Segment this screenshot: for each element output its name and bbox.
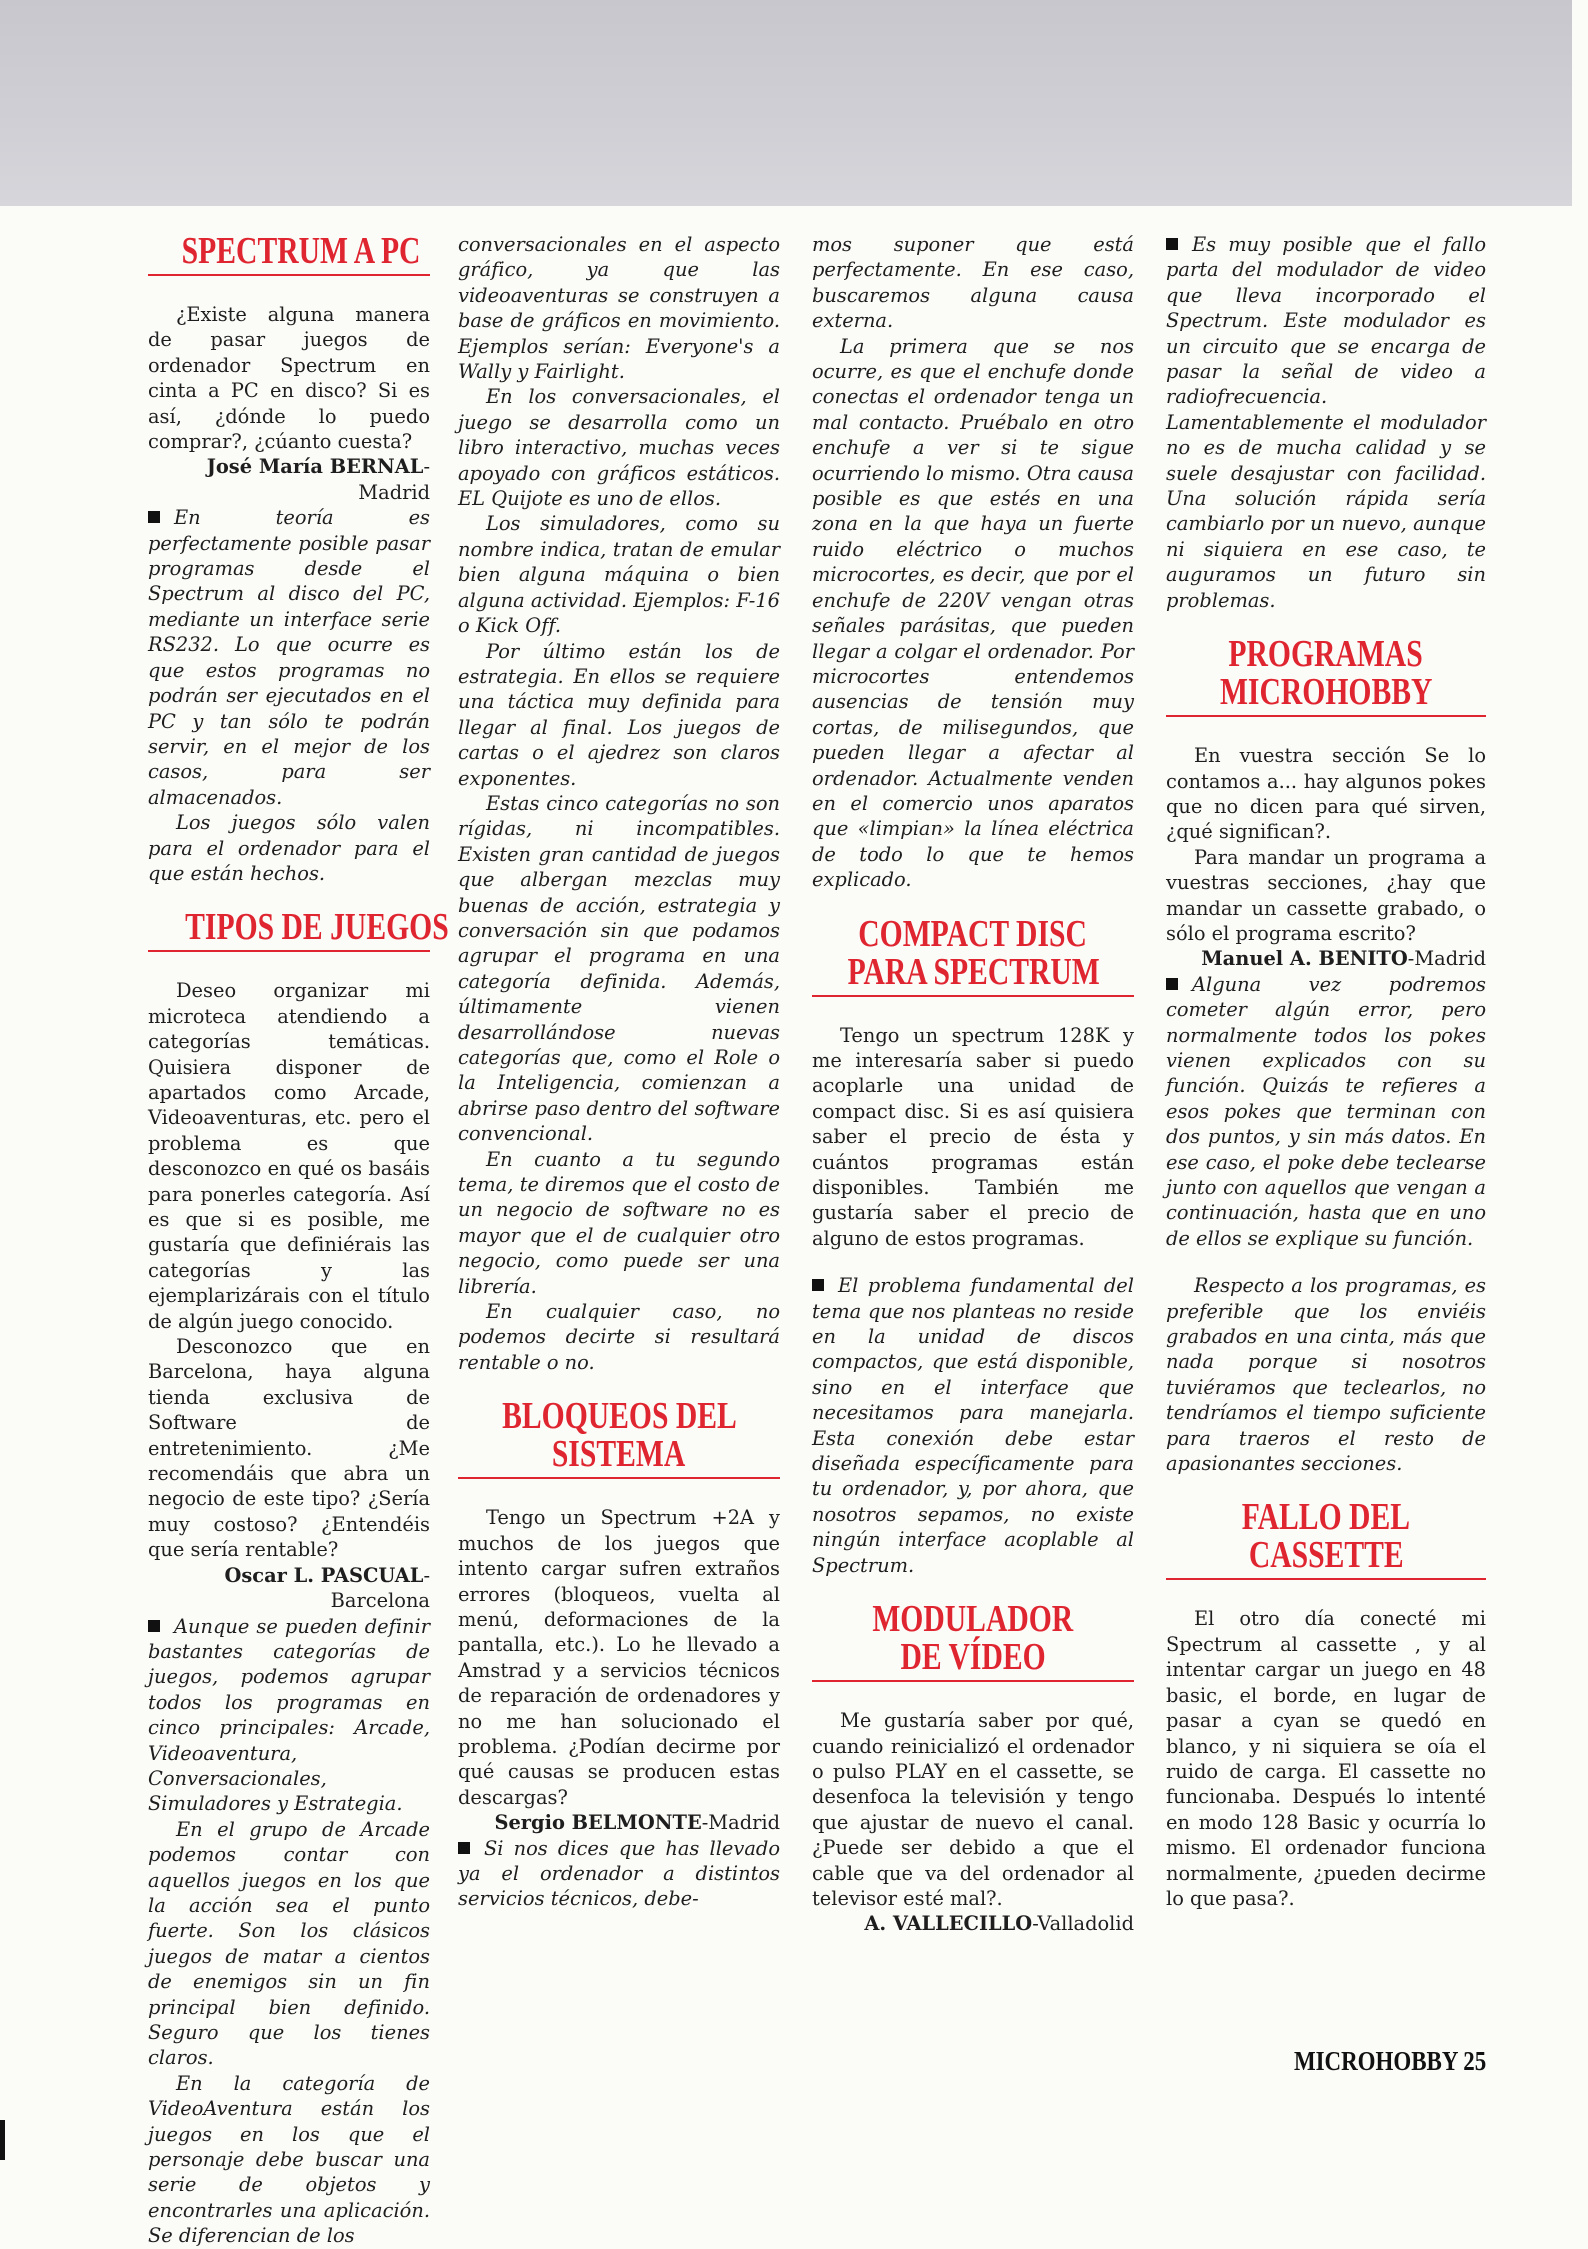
section-heading [1166,635,1486,717]
answer-paragraph [812,1273,1134,1578]
page-edge-mark [0,2120,5,2160]
answer-paragraph: En la categoría de VideoAventura están los juegos en los que el personaje debe buscar una serie de objetos y encontrarles una aplicación. Se diferencian de los [148,2071,430,2248]
answer-text: En teoría es perfectamente posible pasar programas desde el Spectrum al disco del PC, mediante un interface serie RS232. Lo que ocurre es que estos programas no podrán ser ejecutados en el PC y tan sólo te podrán servir, en el mejor de los casos, para ser almacenados. [148,506,430,809]
section-heading-line: PROGRAMAS [1228,633,1424,676]
section-heading-line: MODULADOR [872,1598,1074,1641]
answer-text: El problema fundamental del tema que nos planteas no reside en la unidad de discos compactos, que está disponible, sino en el interface que necesitamos para manejarla. Esta conexión debe estar diseñada específicamente para tu ordenador, y, por ahora, que nosotros sepamos, no existe ningún interface acoplable al Spectrum. [812,1274,1134,1577]
section-heading [148,232,430,276]
signature-name: Oscar L. PASCUAL [224,1563,424,1587]
answer-text: Aunque se pueden definir bastantes categorías de juegos, podemos agrupar todos los programas en cinco principales: Arcade, Videoaventura, Conversacionales, Simuladores y Estrategia. [148,1614,430,1816]
answer-paragraph: Respecto a los programas, es preferible que los enviéis grabados en una cinta, más que nada porque si nosotros tuviéramos que teclearlos, no tendríamos el tiempo suficiente para traeros el resto de apasionantes secciones. [1166,1274,1486,1476]
section-heading [148,906,449,952]
section-heading-line: DE VÍDEO [900,1636,1046,1679]
answer-paragraph [1166,972,1486,1251]
answer-bullet-icon [458,1842,470,1854]
letter-signature [148,454,430,505]
answer-paragraph: En cuanto a tu segundo tema, te diremos que el costo de un negocio de software no es mayor que el de cualquier otro negocio, como puede ser una librería. [458,1147,780,1298]
page-footer [1260,2046,1486,2077]
answer-paragraph [1166,232,1486,613]
signature-place: -Barcelona [330,1563,430,1613]
answer-paragraph: Los simuladores, como su nombre indica, tratan de emular bien alguna máquina o bien alguna actividad. Ejemplos: F-16 o Kick Off. [458,512,780,638]
section-heading [812,912,1134,997]
letter-signature [458,1810,780,1835]
letter-paragraph: Deseo organizar mi microteca atendiendo a categorías temáticas. Quisiera disponer de apartados como Arcade, Videoaventuras, etc. pero el problema es que desconozco en qué os basáis para ponerles categoría. Así es que si es posible, me gustaría que definiérais las categorías y las ejemplarizárais con el título de algún juego conocido. [148,979,430,1333]
answer-paragraph: Por último están los de estrategia. En ellos se requiere una táctica muy definida para llegar al final. Los juegos de cartas o el ajedrez son claros exponentes. [458,639,780,790]
letter-signature [812,1911,1134,1936]
signature-name: A. VALLECILLO [864,1912,1033,1936]
section-heading-line: MICROHOBBY [1219,671,1433,714]
answer-bullet-icon [1166,238,1178,250]
signature-place: -Madrid [358,455,430,504]
answer-bullet-icon [148,1620,160,1632]
answer-paragraph: En el grupo de Arcade podemos contar con aquellos juegos en los que la acción sea el punto fuerte. Son los clásicos juegos de matar a cientos de enemigos sin un fin principal bien definido. Seguro que los tienes claros. [148,1817,430,2070]
signature-name: Sergio BELMONTE [494,1811,702,1835]
letter-signature [1166,946,1486,971]
letter-paragraph: Tengo un spectrum 128K y me interesaría saber si puedo acoplarle una unidad de compact disc. Si es así quisiera saber el precio de ésta y cuántos programas están disponibles. También me gustaría saber el precio de alguno de estos programas. [812,1023,1134,1250]
section-heading [812,1600,1134,1682]
answer-paragraph: mos suponer que está perfectamente. En ese caso, buscaremos alguna causa externa. [812,233,1134,333]
footer-text: MICROHOBBY 25 [1293,2046,1486,2076]
column-2 [458,232,780,1912]
answer-bullet-icon [812,1279,824,1291]
answer-paragraph: Los juegos sólo valen para el ordenador para el que están hechos. [148,811,430,885]
section-heading-line: CASSETTE [1248,1534,1404,1577]
signature-place: -Madrid [1407,947,1486,971]
section-heading-line: SPECTRUM A PC [181,230,421,272]
answer-paragraph: Estas cinco categorías no son rígidas, ni incompatibles. Existen gran cantidad de juegos que albergan mezclas muy buenas de acción, estrategia y conversación sin que podamos agrupar el programa en una categoría definida. Además, últimamente vienen desarrollándose nuevas categorías que, como el Role o la Inteligencia, comienzan a abrirse paso dentro del software convencional. [458,791,780,1146]
answer-text: Si nos dices que has llevado ya el ordenador a distintos servicios técnicos, debe- [458,1836,780,1911]
letter-paragraph: ¿Existe alguna manera de pasar juegos de ordenador Spectrum en cinta a PC en disco? Si es así, ¿dónde lo puedo comprar?, ¿cúanto cuesta? [148,303,430,454]
column-1 [148,230,449,2249]
answer-paragraph: La primera que se nos ocurre, es que el enchufe donde conectas el ordenador tenga un mal contacto. Pruébalo en otro enchufe a ver si te sigue ocurriendo lo mismo. Otra causa posible es que estés en una zona en la que haya un fuerte ruido eléctrico o muchos microcortes, es decir, que por el enchufe de 220V vengan otras señales parásitas, que pueden llegar a colgar el ordenador. Por microcortes entendemos ausencias de tensión muy cortas, de milisegundos, que pueden llegar a afectar al ordenador. Actualmente venden en el comercio unos aparatos que «limpian» la línea eléctrica de todo lo que te hemos explicado. [812,334,1134,892]
letter-paragraph: Para mandar un programa a vuestras secciones, ¿hay que mandar un cassette grabado, o sólo el programa escrito? [1166,845,1486,945]
answer-bullet-icon [1166,978,1178,990]
section-heading-line: SISTEMA [552,1433,686,1476]
column-4 [1166,232,1486,1911]
top-gray-band [0,0,1572,206]
answer-paragraph: conversacionales en el aspecto gráfico, ya que las videoaventuras se construyen a base de gráficos en movimiento. Ejemplos serían: Everyone's a Wally y Fairlight. [458,233,780,384]
section-heading-line: FALLO DEL [1241,1496,1411,1539]
signature-place: -Madrid [701,1811,780,1835]
section-heading-line: TIPOS DE JUEGOS [185,906,449,949]
letter-paragraph: Desconozco que en Barcelona, haya alguna tienda exclusiva de Software de entretenimiento. ¿Me recomendáis que abra un negocio de este tipo? ¿Sería muy costoso? ¿Entendéis que sería rentable? [148,1335,430,1562]
answer-paragraph [458,1836,780,1912]
letter-signature [148,1563,430,1614]
section-heading [1166,1498,1486,1580]
answer-paragraph: En cualquier caso, no podemos decirte si resultará rentable o no. [458,1300,780,1374]
spacer [1166,1251,1486,1273]
section-heading-line: PARA SPECTRUM [847,950,1100,993]
answer-paragraph [148,505,430,810]
section-heading [458,1397,780,1479]
spacer [812,1251,1134,1273]
section-heading-line: COMPACT DISC [858,912,1088,955]
letter-paragraph: Tengo un Spectrum +2A y muchos de los juegos que intento cargar sufren extraños errores (bloqueos, vuelta al menú, deformaciones de la pantalla, etc.). Lo he llevado a Amstrad y a servicios técnicos de reparación de ordenadores y no me han solucionado el problema. ¿Podían decirme por qué causas se producen estas descargas? [458,1506,780,1809]
signature-name: José María BERNAL [206,455,424,479]
signature-place: -Valladolid [1032,1912,1134,1936]
letter-paragraph: En vuestra sección Se lo contamos a... hay algunos pokes que no dicen para qué sirven, ¿qué significan?. [1166,744,1486,844]
signature-name: Manuel A. BENITO [1201,947,1408,971]
answer-text: Es muy posible que el fallo parta del modulador de video que lleva incorporado el Spectrum. Este modulador es un circuito que se encarga de pasar la señal de video a radiofrecuencia. Lamentablemente el modulador no es de mucha calidad y se suele desajustar con facilidad. Una solución rápida sería cambiarlo por un nuevo, aunque ni siquiera en ese caso, te auguramos un futuro sin problemas. [1166,233,1486,612]
letter-paragraph: El otro día conecté mi Spectrum al cassette , y al intentar cargar un juego en 48 basic, el borde, en lugar de pasar a cyan se quedó en blanco, y ni siquiera se oía el ruido de carga. El cassette no funcionaba. Después lo intenté en modo 128 Basic y ocurría lo mismo. El ordenador funciona normalmente, ¿pueden decirme lo que pasa?. [1166,1607,1486,1910]
answer-text: Alguna vez podremos cometer algún error, pero normalmente todos los pokes vienen explicados con su función. Quizás te refieres a esos pokes que terminan con dos puntos, y sin más datos. En ese caso, el poke debe teclearse junto con aquellos que vengan a continuación, hasta que en uno de ellos se explique su función. [1166,972,1486,1250]
answer-bullet-icon [148,511,160,523]
letter-paragraph: Me gustaría saber por qué, cuando reinicializó el ordenador o pulso PLAY en el cassette, se desenfoca la televisión y tengo que ajustar de nuevo el canal. ¿Puede ser debido a que el cable que va del ordenador al televisor esté mal?. [812,1709,1134,1910]
column-3 [812,232,1134,1937]
answer-paragraph: En los conversacionales, el juego se desarrolla como un libro interactivo, muchas veces apoyado con gráficos estáticos. EL Quijote es uno de ellos. [458,385,780,511]
answer-paragraph [148,1614,430,1817]
section-heading-line: BLOQUEOS DEL [501,1395,737,1438]
